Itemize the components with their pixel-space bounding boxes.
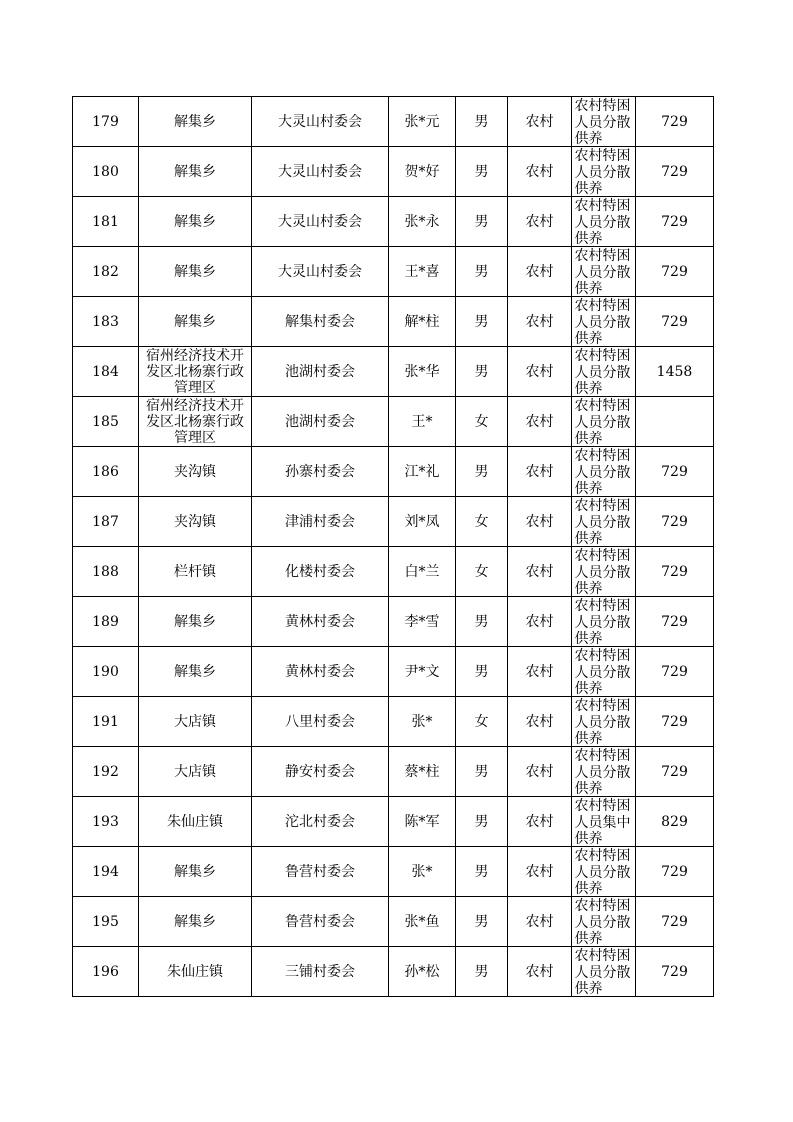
serial-number-cell: 192 xyxy=(73,747,139,797)
area-type-cell: 农村 xyxy=(508,947,572,997)
table-row xyxy=(73,797,714,847)
table-row xyxy=(73,297,714,347)
person-name-cell: 张* xyxy=(389,847,456,897)
amount-cell: 729 xyxy=(636,647,714,697)
table-row xyxy=(73,447,714,497)
support-type-cell xyxy=(572,847,636,897)
serial-number-cell: 194 xyxy=(73,847,139,897)
gender-cell: 男 xyxy=(456,597,508,647)
area-type-cell: 农村 xyxy=(508,847,572,897)
amount-cell: 729 xyxy=(636,547,714,597)
person-name-cell: 张* xyxy=(389,697,456,747)
town-cell-text: 朱仙庄镇 xyxy=(167,813,223,830)
support-type-cell xyxy=(572,397,636,447)
serial-number-cell: 182 xyxy=(73,247,139,297)
support-type-cell xyxy=(572,797,636,847)
gender-cell: 男 xyxy=(456,197,508,247)
area-type-cell: 农村 xyxy=(508,297,572,347)
serial-number-cell: 180 xyxy=(73,147,139,197)
village-committee-cell: 孙寨村委会 xyxy=(252,447,389,497)
village-committee-cell: 池湖村委会 xyxy=(252,347,389,397)
person-name-cell: 刘*凤 xyxy=(389,497,456,547)
town-cell-text: 解集乡 xyxy=(174,263,216,280)
person-name-cell: 张*元 xyxy=(389,97,456,147)
town-cell xyxy=(139,547,252,597)
area-type-cell: 农村 xyxy=(508,147,572,197)
village-committee-cell: 解集村委会 xyxy=(252,297,389,347)
support-type-cell xyxy=(572,947,636,997)
serial-number-cell: 195 xyxy=(73,897,139,947)
serial-number-cell: 186 xyxy=(73,447,139,497)
support-type-cell-text: 农村特困人员分散供养 xyxy=(574,948,631,996)
gender-cell: 男 xyxy=(456,297,508,347)
village-committee-cell: 三铺村委会 xyxy=(252,947,389,997)
table-row xyxy=(73,97,714,147)
amount-cell: 1458 xyxy=(636,347,714,397)
serial-number-cell: 190 xyxy=(73,647,139,697)
town-cell-text: 朱仙庄镇 xyxy=(167,963,223,980)
town-cell-text: 栏杆镇 xyxy=(174,563,216,580)
amount-cell: 729 xyxy=(636,297,714,347)
support-type-cell xyxy=(572,697,636,747)
town-cell xyxy=(139,447,252,497)
area-type-cell: 农村 xyxy=(508,797,572,847)
amount-cell: 729 xyxy=(636,447,714,497)
area-type-cell: 农村 xyxy=(508,697,572,747)
person-name-cell: 贺*好 xyxy=(389,147,456,197)
village-committee-cell: 静安村委会 xyxy=(252,747,389,797)
area-type-cell: 农村 xyxy=(508,597,572,647)
area-type-cell: 农村 xyxy=(508,647,572,697)
serial-number-cell: 181 xyxy=(73,197,139,247)
person-name-cell: 王* xyxy=(389,397,456,447)
table-row xyxy=(73,947,714,997)
person-name-cell: 蔡*柱 xyxy=(389,747,456,797)
support-type-cell-text: 农村特困人员分散供养 xyxy=(574,898,631,946)
gender-cell: 男 xyxy=(456,447,508,497)
serial-number-cell: 179 xyxy=(73,97,139,147)
person-name-cell: 陈*军 xyxy=(389,797,456,847)
town-cell xyxy=(139,97,252,147)
support-type-cell xyxy=(572,747,636,797)
table-row xyxy=(73,547,714,597)
table-row xyxy=(73,597,714,647)
support-type-cell-text: 农村特困人员分散供养 xyxy=(574,348,631,396)
amount-cell: 729 xyxy=(636,847,714,897)
amount-cell: 729 xyxy=(636,947,714,997)
support-type-cell-text: 农村特困人员分散供养 xyxy=(574,448,631,496)
area-type-cell: 农村 xyxy=(508,897,572,947)
person-name-cell: 张*华 xyxy=(389,347,456,397)
gender-cell: 男 xyxy=(456,347,508,397)
gender-cell: 男 xyxy=(456,797,508,847)
support-type-cell xyxy=(572,647,636,697)
support-type-cell xyxy=(572,197,636,247)
village-committee-cell: 黄林村委会 xyxy=(252,647,389,697)
support-type-cell xyxy=(572,347,636,397)
support-type-cell-text: 农村特困人员分散供养 xyxy=(574,848,631,896)
table-row xyxy=(73,247,714,297)
town-cell-text: 夹沟镇 xyxy=(174,513,216,530)
town-cell xyxy=(139,197,252,247)
town-cell xyxy=(139,597,252,647)
person-name-cell: 尹*文 xyxy=(389,647,456,697)
gender-cell: 女 xyxy=(456,397,508,447)
gender-cell: 女 xyxy=(456,497,508,547)
amount-cell: 729 xyxy=(636,597,714,647)
area-type-cell: 农村 xyxy=(508,97,572,147)
town-cell-text: 解集乡 xyxy=(174,113,216,130)
support-type-cell-text: 农村特困人员分散供养 xyxy=(574,98,631,146)
town-cell-text: 解集乡 xyxy=(174,913,216,930)
amount-cell: 729 xyxy=(636,747,714,797)
town-cell xyxy=(139,747,252,797)
table-row xyxy=(73,397,714,447)
support-type-cell xyxy=(572,297,636,347)
amount-cell: 729 xyxy=(636,497,714,547)
serial-number-cell: 193 xyxy=(73,797,139,847)
town-cell xyxy=(139,297,252,347)
table-row xyxy=(73,647,714,697)
serial-number-cell: 188 xyxy=(73,547,139,597)
person-name-cell: 江*礼 xyxy=(389,447,456,497)
gender-cell: 男 xyxy=(456,947,508,997)
village-committee-cell: 大灵山村委会 xyxy=(252,247,389,297)
table-body xyxy=(73,97,714,997)
town-cell xyxy=(139,647,252,697)
town-cell xyxy=(139,847,252,897)
person-name-cell: 孙*松 xyxy=(389,947,456,997)
gender-cell: 男 xyxy=(456,97,508,147)
town-cell xyxy=(139,147,252,197)
support-type-cell xyxy=(572,497,636,547)
serial-number-cell: 189 xyxy=(73,597,139,647)
table-row xyxy=(73,197,714,247)
support-type-cell-text: 农村特困人员集中供养 xyxy=(574,798,631,846)
gender-cell: 男 xyxy=(456,647,508,697)
town-cell-text: 解集乡 xyxy=(174,613,216,630)
amount-cell: 729 xyxy=(636,97,714,147)
gender-cell: 男 xyxy=(456,247,508,297)
support-type-cell-text: 农村特困人员分散供养 xyxy=(574,748,631,796)
area-type-cell: 农村 xyxy=(508,347,572,397)
gender-cell: 男 xyxy=(456,747,508,797)
town-cell xyxy=(139,797,252,847)
area-type-cell: 农村 xyxy=(508,547,572,597)
person-name-cell: 李*雪 xyxy=(389,597,456,647)
town-cell xyxy=(139,397,252,447)
village-committee-cell: 大灵山村委会 xyxy=(252,197,389,247)
table-row xyxy=(73,347,714,397)
support-type-cell xyxy=(572,147,636,197)
support-type-cell xyxy=(572,247,636,297)
support-type-cell-text: 农村特困人员分散供养 xyxy=(574,248,631,296)
serial-number-cell: 185 xyxy=(73,397,139,447)
support-type-cell xyxy=(572,597,636,647)
support-type-cell-text: 农村特困人员分散供养 xyxy=(574,298,631,346)
area-type-cell: 农村 xyxy=(508,397,572,447)
village-committee-cell: 鲁营村委会 xyxy=(252,847,389,897)
support-type-cell xyxy=(572,97,636,147)
town-cell-text: 解集乡 xyxy=(174,663,216,680)
village-committee-cell: 八里村委会 xyxy=(252,697,389,747)
town-cell-text: 大店镇 xyxy=(174,763,216,780)
table-row xyxy=(73,897,714,947)
support-type-cell-text: 农村特困人员分散供养 xyxy=(574,148,631,196)
support-type-cell xyxy=(572,897,636,947)
person-name-cell: 王*喜 xyxy=(389,247,456,297)
town-cell-text: 大店镇 xyxy=(174,713,216,730)
table-row xyxy=(73,747,714,797)
serial-number-cell: 196 xyxy=(73,947,139,997)
gender-cell: 男 xyxy=(456,147,508,197)
town-cell-text: 夹沟镇 xyxy=(174,463,216,480)
support-type-cell xyxy=(572,547,636,597)
town-cell xyxy=(139,897,252,947)
town-cell-text: 宿州经济技术开发区北杨寨行政管理区 xyxy=(146,347,244,396)
area-type-cell: 农村 xyxy=(508,447,572,497)
village-committee-cell: 鲁营村委会 xyxy=(252,897,389,947)
town-cell xyxy=(139,697,252,747)
town-cell-text: 解集乡 xyxy=(174,213,216,230)
amount-cell: 729 xyxy=(636,197,714,247)
village-committee-cell: 津浦村委会 xyxy=(252,497,389,547)
records-table xyxy=(72,96,714,997)
person-name-cell: 白*兰 xyxy=(389,547,456,597)
town-cell xyxy=(139,347,252,397)
support-type-cell-text: 农村特困人员分散供养 xyxy=(574,598,631,646)
support-type-cell-text: 农村特困人员分散供养 xyxy=(574,398,631,446)
gender-cell: 男 xyxy=(456,847,508,897)
area-type-cell: 农村 xyxy=(508,497,572,547)
amount-cell: 729 xyxy=(636,147,714,197)
town-cell-text: 宿州经济技术开发区北杨寨行政管理区 xyxy=(146,397,244,446)
town-cell-text: 解集乡 xyxy=(174,163,216,180)
support-type-cell-text: 农村特困人员分散供养 xyxy=(574,198,631,246)
village-committee-cell: 化楼村委会 xyxy=(252,547,389,597)
serial-number-cell: 187 xyxy=(73,497,139,547)
amount-cell: 729 xyxy=(636,697,714,747)
support-type-cell-text: 农村特困人员分散供养 xyxy=(574,548,631,596)
amount-cell: 829 xyxy=(636,797,714,847)
village-committee-cell: 大灵山村委会 xyxy=(252,97,389,147)
table-row xyxy=(73,147,714,197)
area-type-cell: 农村 xyxy=(508,197,572,247)
gender-cell: 女 xyxy=(456,547,508,597)
table-row xyxy=(73,697,714,747)
person-name-cell: 张*永 xyxy=(389,197,456,247)
village-committee-cell: 池湖村委会 xyxy=(252,397,389,447)
gender-cell: 女 xyxy=(456,697,508,747)
town-cell xyxy=(139,947,252,997)
amount-cell: 729 xyxy=(636,247,714,297)
town-cell xyxy=(139,247,252,297)
serial-number-cell: 183 xyxy=(73,297,139,347)
table-row xyxy=(73,847,714,897)
support-type-cell-text: 农村特困人员分散供养 xyxy=(574,498,631,546)
support-type-cell-text: 农村特困人员分散供养 xyxy=(574,698,631,746)
town-cell-text: 解集乡 xyxy=(174,863,216,880)
person-name-cell: 张*鱼 xyxy=(389,897,456,947)
table-row xyxy=(73,497,714,547)
amount-cell: 729 xyxy=(636,897,714,947)
amount-cell xyxy=(636,397,714,447)
serial-number-cell: 191 xyxy=(73,697,139,747)
village-committee-cell: 黄林村委会 xyxy=(252,597,389,647)
serial-number-cell: 184 xyxy=(73,347,139,397)
support-type-cell xyxy=(572,447,636,497)
area-type-cell: 农村 xyxy=(508,747,572,797)
town-cell-text: 解集乡 xyxy=(174,313,216,330)
village-committee-cell: 大灵山村委会 xyxy=(252,147,389,197)
person-name-cell: 解*柱 xyxy=(389,297,456,347)
support-type-cell-text: 农村特困人员分散供养 xyxy=(574,648,631,696)
village-committee-cell: 沱北村委会 xyxy=(252,797,389,847)
area-type-cell: 农村 xyxy=(508,247,572,297)
gender-cell: 男 xyxy=(456,897,508,947)
town-cell xyxy=(139,497,252,547)
